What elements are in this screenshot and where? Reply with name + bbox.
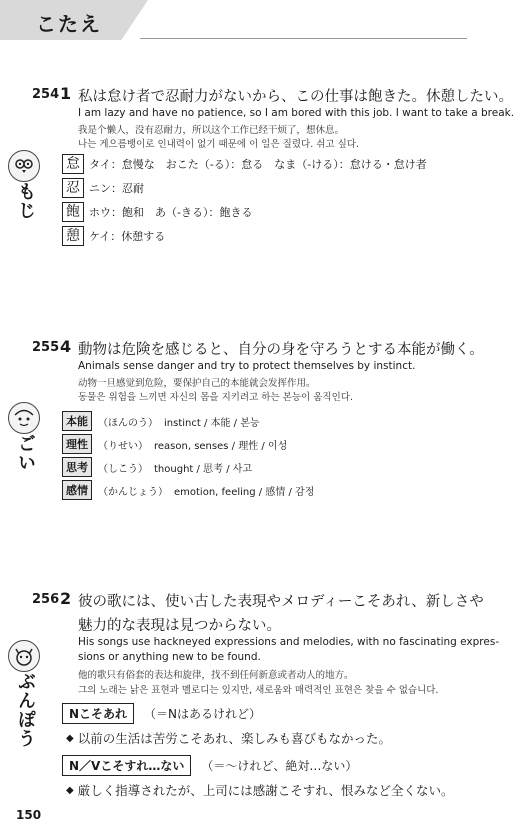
cat-icon: [8, 640, 40, 672]
q254-japanese-sentence: 私は怠け者で忍耐力がないから、この仕事は飽きた。休憩したい。: [78, 89, 513, 105]
kanji-character: 怠: [62, 154, 84, 174]
vocab-reading: （しこう）: [98, 463, 148, 475]
grammar-pattern-row: [62, 755, 357, 776]
grammar-meaning: （＝～けれど、絶対…ない）: [201, 759, 358, 773]
answer-number-256: 2: [60, 589, 72, 608]
q256-chinese-translation: 他的歌只有俗套的表达和旋律，找不到任何新意或者动人的地方。: [78, 670, 354, 681]
bullet-icon: ◆: [66, 784, 74, 796]
q255-japanese-sentence: 動物は危険を感じると、自分の身を守ろうとする本能が働く。: [78, 342, 484, 358]
grammar-example: [66, 781, 453, 799]
question-number-255: 255: [32, 340, 60, 355]
kanji-readings: タイ：怠慢な おこた（-る）：怠る なま（-ける）：怠ける・怠け者: [89, 158, 427, 171]
kanji-entry: [62, 154, 427, 174]
vocab-meaning: reason, senses / 理性 / 이성: [154, 440, 288, 452]
vocab-entry: [62, 457, 252, 477]
q256-english-translation-line1: His songs use hackneyed expressions and melodies, with no fascinating expres-: [78, 636, 500, 648]
grammar-example-sentence: 以前の生活は苦労こそあれ、楽しみも喜びもなかった。: [77, 731, 391, 746]
kanji-entry: [62, 178, 144, 198]
q254-chinese-translation: 我是个懒人，没有忍耐力，所以这个工作已经干烦了，想休息。: [78, 125, 345, 136]
page-title: こたえ: [36, 12, 102, 36]
kanji-readings: ホウ：飽和 あ（-きる）：飽きる: [89, 206, 253, 219]
question-number-256: 256: [32, 592, 60, 607]
section-label-goi: ごい: [15, 434, 36, 472]
section-label-moji: もじ: [15, 182, 36, 220]
mascot-icon: [8, 402, 40, 434]
kanji-readings: ニン：忍耐: [89, 182, 144, 195]
q254-english-translation: I am lazy and have no patience, so I am bored with this job. I want to take a break.: [78, 107, 514, 119]
vocab-reading: （ほんのう）: [98, 417, 158, 429]
grammar-meaning: （＝Nはあるけれど）: [144, 707, 262, 721]
vocab-word: 本能: [62, 411, 92, 431]
bullet-icon: ◆: [66, 732, 74, 744]
kanji-entry: [62, 202, 252, 222]
kanji-character: 忍: [62, 178, 84, 198]
grammar-example: [66, 729, 391, 747]
owl-icon: [8, 150, 40, 182]
vocab-meaning: thought / 思考 / 사고: [154, 463, 253, 475]
vocab-word: 感情: [62, 480, 92, 500]
q255-korean-translation: 동물은 위험을 느끼면 자신의 몸을 지키려고 하는 본능이 움직인다.: [78, 392, 353, 403]
vocab-meaning: emotion, feeling / 感情 / 감정: [174, 486, 315, 498]
q256-english-translation-line2: sions or anything new to be found.: [78, 651, 261, 663]
vocab-entry: [62, 411, 260, 431]
vocab-word: 思考: [62, 457, 92, 477]
question-number-254: 254: [32, 87, 60, 102]
kanji-character: 飽: [62, 202, 84, 222]
grammar-pattern: N／Vこそすれ…ない: [62, 755, 191, 776]
q254-korean-translation: 나는 게으름뱅이로 인내력이 없기 때문에 이 일은 질렸다. 쉬고 싶다.: [78, 139, 359, 150]
q256-japanese-sentence-line2: 魅力的な表現は見つからない。: [78, 618, 281, 634]
q256-korean-translation: 그의 노래는 낡은 표현과 멜로디는 있지만, 새로움와 매력적인 표현은 찾을 수 없습니다.: [78, 685, 439, 696]
kanji-readings: ケイ：休憩する: [89, 230, 166, 243]
kanji-character: 憩: [62, 226, 84, 246]
vocab-word: 理性: [62, 434, 92, 454]
q255-english-translation: Animals sense danger and try to protect themselves by instinct.: [78, 360, 416, 372]
answer-number-255: 4: [60, 337, 72, 356]
grammar-pattern: Nこそあれ: [62, 703, 134, 724]
q255-chinese-translation: 动物一旦感觉到危险，要保护自己的本能就会发挥作用。: [78, 378, 316, 389]
vocab-reading: （かんじょう）: [98, 486, 168, 498]
vocab-reading: （りせい）: [98, 440, 148, 452]
header-divider: [140, 38, 467, 39]
grammar-example-sentence: 厳しく指導されたが、上司には感謝こそすれ、恨みなど全くない。: [77, 783, 454, 798]
grammar-pattern-row: [62, 703, 261, 724]
kanji-entry: [62, 226, 165, 246]
section-label-bunpou: ぶんぽう: [15, 672, 36, 748]
q256-japanese-sentence-line1: 彼の歌には、使い古した表現やメロディーこそあれ、新しさや: [78, 594, 484, 610]
vocab-entry: [62, 434, 287, 454]
answer-number-254: 1: [60, 84, 72, 103]
vocab-meaning: instinct / 本能 / 본능: [164, 417, 260, 429]
page-number: 150: [16, 808, 42, 822]
vocab-entry: [62, 480, 314, 500]
